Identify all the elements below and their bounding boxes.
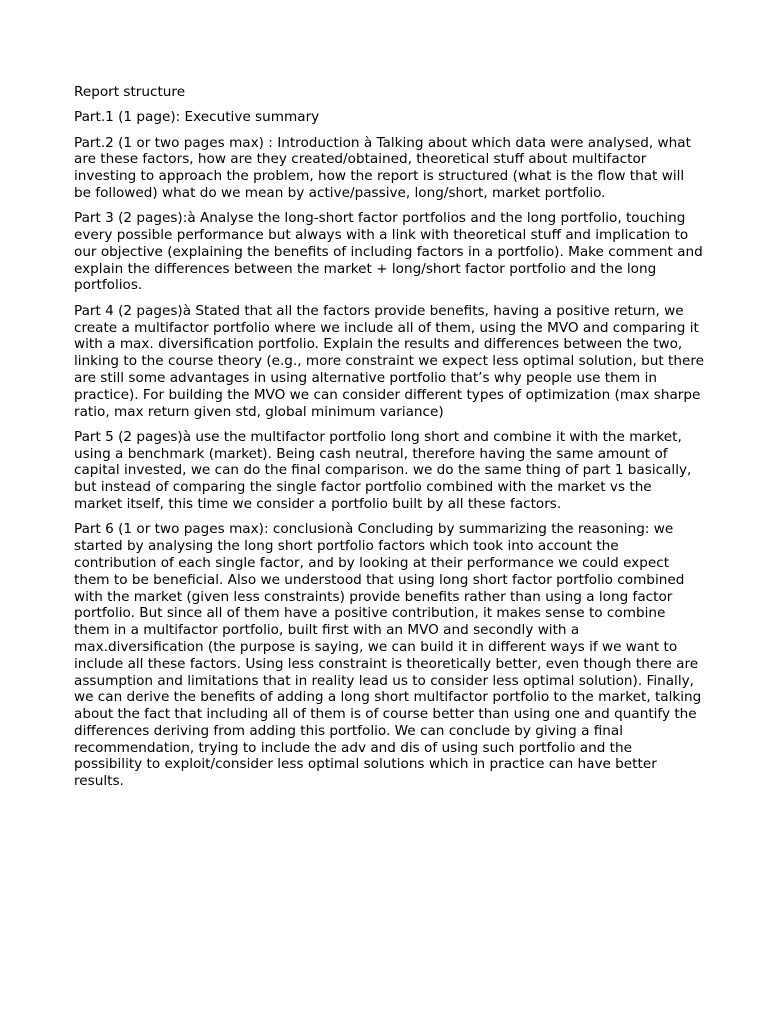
paragraph-part-2: Part.2 (1 or two pages max) : Introduction à Talking about which data were analysed, what are these factors, how are they created/obtained, theoretical stuff about multifactor investing to approach the problem, how the report is structured (what is the flow that will be followed) what do we mean by active/passive, long/short, market portfolio. xyxy=(74,134,691,201)
paragraph-part-4: Part 4 (2 pages)à Stated that all the factors provide benefits, having a positive return, we create a multifactor portfolio where we include all of them, using the MVO and comparing it with a max. diversification portfolio. Explain the results and differences between the two, linking to the course theory (e.g., more constraint we expect less optimal solution, but there are still some advantages in using alternative portfolio that’s why people use them in practice). For building the MVO we can consider different types of optimization (max sharpe ratio, max return given std, global minimum variance) xyxy=(74,302,704,420)
document-body xyxy=(74,84,704,799)
paragraph-part-5: Part 5 (2 pages)à use the multifactor portfolio long short and combine it with the market, using a benchmark (market). Being cash neutral, therefore having the same amount of capital invested, we can do the final comparison. we do the same thing of part 1 basically, but instead of comparing the single factor portfolio combined with the market vs the market itself, this time we consider a portfolio built by all these factors. xyxy=(74,428,692,513)
document-heading: Report structure xyxy=(74,84,186,100)
paragraph-part-3: Part 3 (2 pages):à Analyse the long-short factor portfolios and the long portfolio, touching every possible performance but always with a link with theoretical stuff and implication to our objective (explaining the benefits of including factors in a portfolio). Make comment and explain the differences between the market + long/short factor portfolio and the long portfolios. xyxy=(74,210,703,294)
paragraph-part-6: Part 6 (1 or two pages max): conclusionà Concluding by summarizing the reasoning: we started by analysing the long short portfolio factors which took into account the contribution of each single factor, and by looking at their performance we could expect them to be beneficial. Also we understood that using long short factor portfolio combined with the market (given less constraints) provide benefits rather than using a long factor portfolio. But since all of them have a positive contribution, it makes sense to combine them in a multifactor portfolio, built first with an MVO and secondly with a max.diversification (the purpose is saying, we can build it in different ways if we want to include all these factors. Using less constraint is theoretically better, even though there are assumption and limitations that in reality lead us to consider less optimal solution). Finally, we can derive the benefits of adding a long short multifactor portfolio to the market, talking about the fact that including all of them is of course better than using one and quantify the differences deriving from adding this portfolio. We can conclude by giving a final recommendation, trying to include the adv and dis of using such portfolio and the possibility to exploit/consider less optimal solutions which in practice can have better results. xyxy=(74,521,702,790)
paragraph-part-1: Part.1 (1 page): Executive summary xyxy=(74,109,320,126)
